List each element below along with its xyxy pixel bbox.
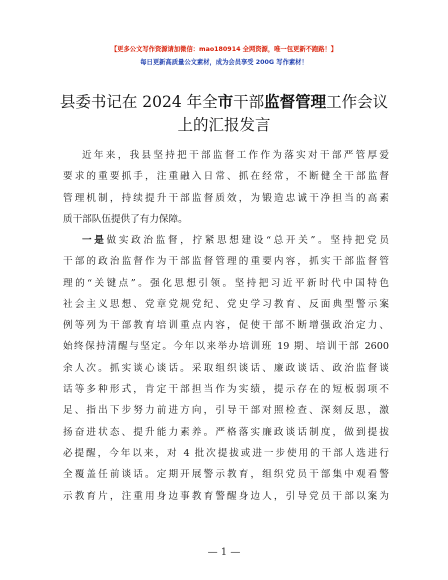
title-middle: 干部 [233,93,265,111]
section-1-line: 干部的政治监督作为干部监督管理的重要内容，抓实干部监督管 [63,256,389,268]
page-number: — 1 — [207,547,241,558]
section-1-line: 全覆盖任前谈话。定期开展警示教育，组织党员干部集中观看警 [63,469,389,481]
section-1-line: 例等列为干部教育培训重点内容，促使干部不断增强政治定力、 [63,320,389,332]
section-1-line: 余人次。抓实谈心谈话。采取组织谈话、廉政谈话、政治监督谈 [63,362,389,374]
section-1-line: 话等多种形式，肯定干部担当作为实绩，提示存在的短板弱项不 [63,384,389,396]
section-1-line: 理的“关键点”。强化思想引领。坚持把习近平新时代中国特色 [63,277,389,289]
title-prefix: 县委书记在 2024 年全 [59,93,218,111]
section-1-line: 足、指出下步努力前进方向，引导干部对照检查、深刻反思，激 [63,405,389,417]
intro-line: 近年来，我县坚持把干部监督工作作为落实对干部严管厚爱 [82,150,389,161]
title-suffix: 工作会议 [326,93,389,111]
section-1-first-line [63,230,389,251]
section-1-line: 示教育片，注重用身边事教育警醒身边人，引导党员干部以案为 [63,490,389,502]
intro-line: 要求的重要抓手，注重融入日常、抓在经常，不断健全干部监督 [63,171,389,183]
promo-banner-line-2: 每日更新高质量公文素材，成为会员享受 200G 写作素材！ [140,59,308,66]
intro-paragraph [63,145,389,230]
section-1-paragraph [63,230,389,507]
section-1-line: 始终保持清醒与坚定。今年以来举办培训班 19 期、培训干部 2600 [63,341,389,353]
intro-line: 管理机制，持续提升干部监督质效，为锻造忠诚干净担当的高素 [63,192,389,204]
section-1-lead: 一是 [82,235,107,246]
section-1-line-text: 做实政治监督，拧紧思想建设“总开关”。坚持把党员 [106,235,389,246]
title-emphasis-city: 市 [217,92,234,111]
section-1-line: 必提醒，今年以来，对 4 批次提拔或进一步使用的干部人选进行 [63,447,389,459]
document-title-line-2: 上的汇报发言 [177,116,271,134]
title-emphasis-supervision: 监督管理 [264,92,327,111]
promo-banner-line-1: 【更多公文写作资源请加微信：mao180914 全网资源，唯一包更新不跑路！】 [110,46,338,53]
document-title-line-1 [40,92,408,112]
section-1-line: 社会主义思想、党章党规党纪、党史学习教育、反面典型警示案 [63,298,389,310]
section-1-line: 扬奋进状态、提升能力素养。严格落实廉政谈话制度，做到提拔 [63,426,389,438]
intro-line: 质干部队伍提供了有力保障。 [63,213,188,225]
